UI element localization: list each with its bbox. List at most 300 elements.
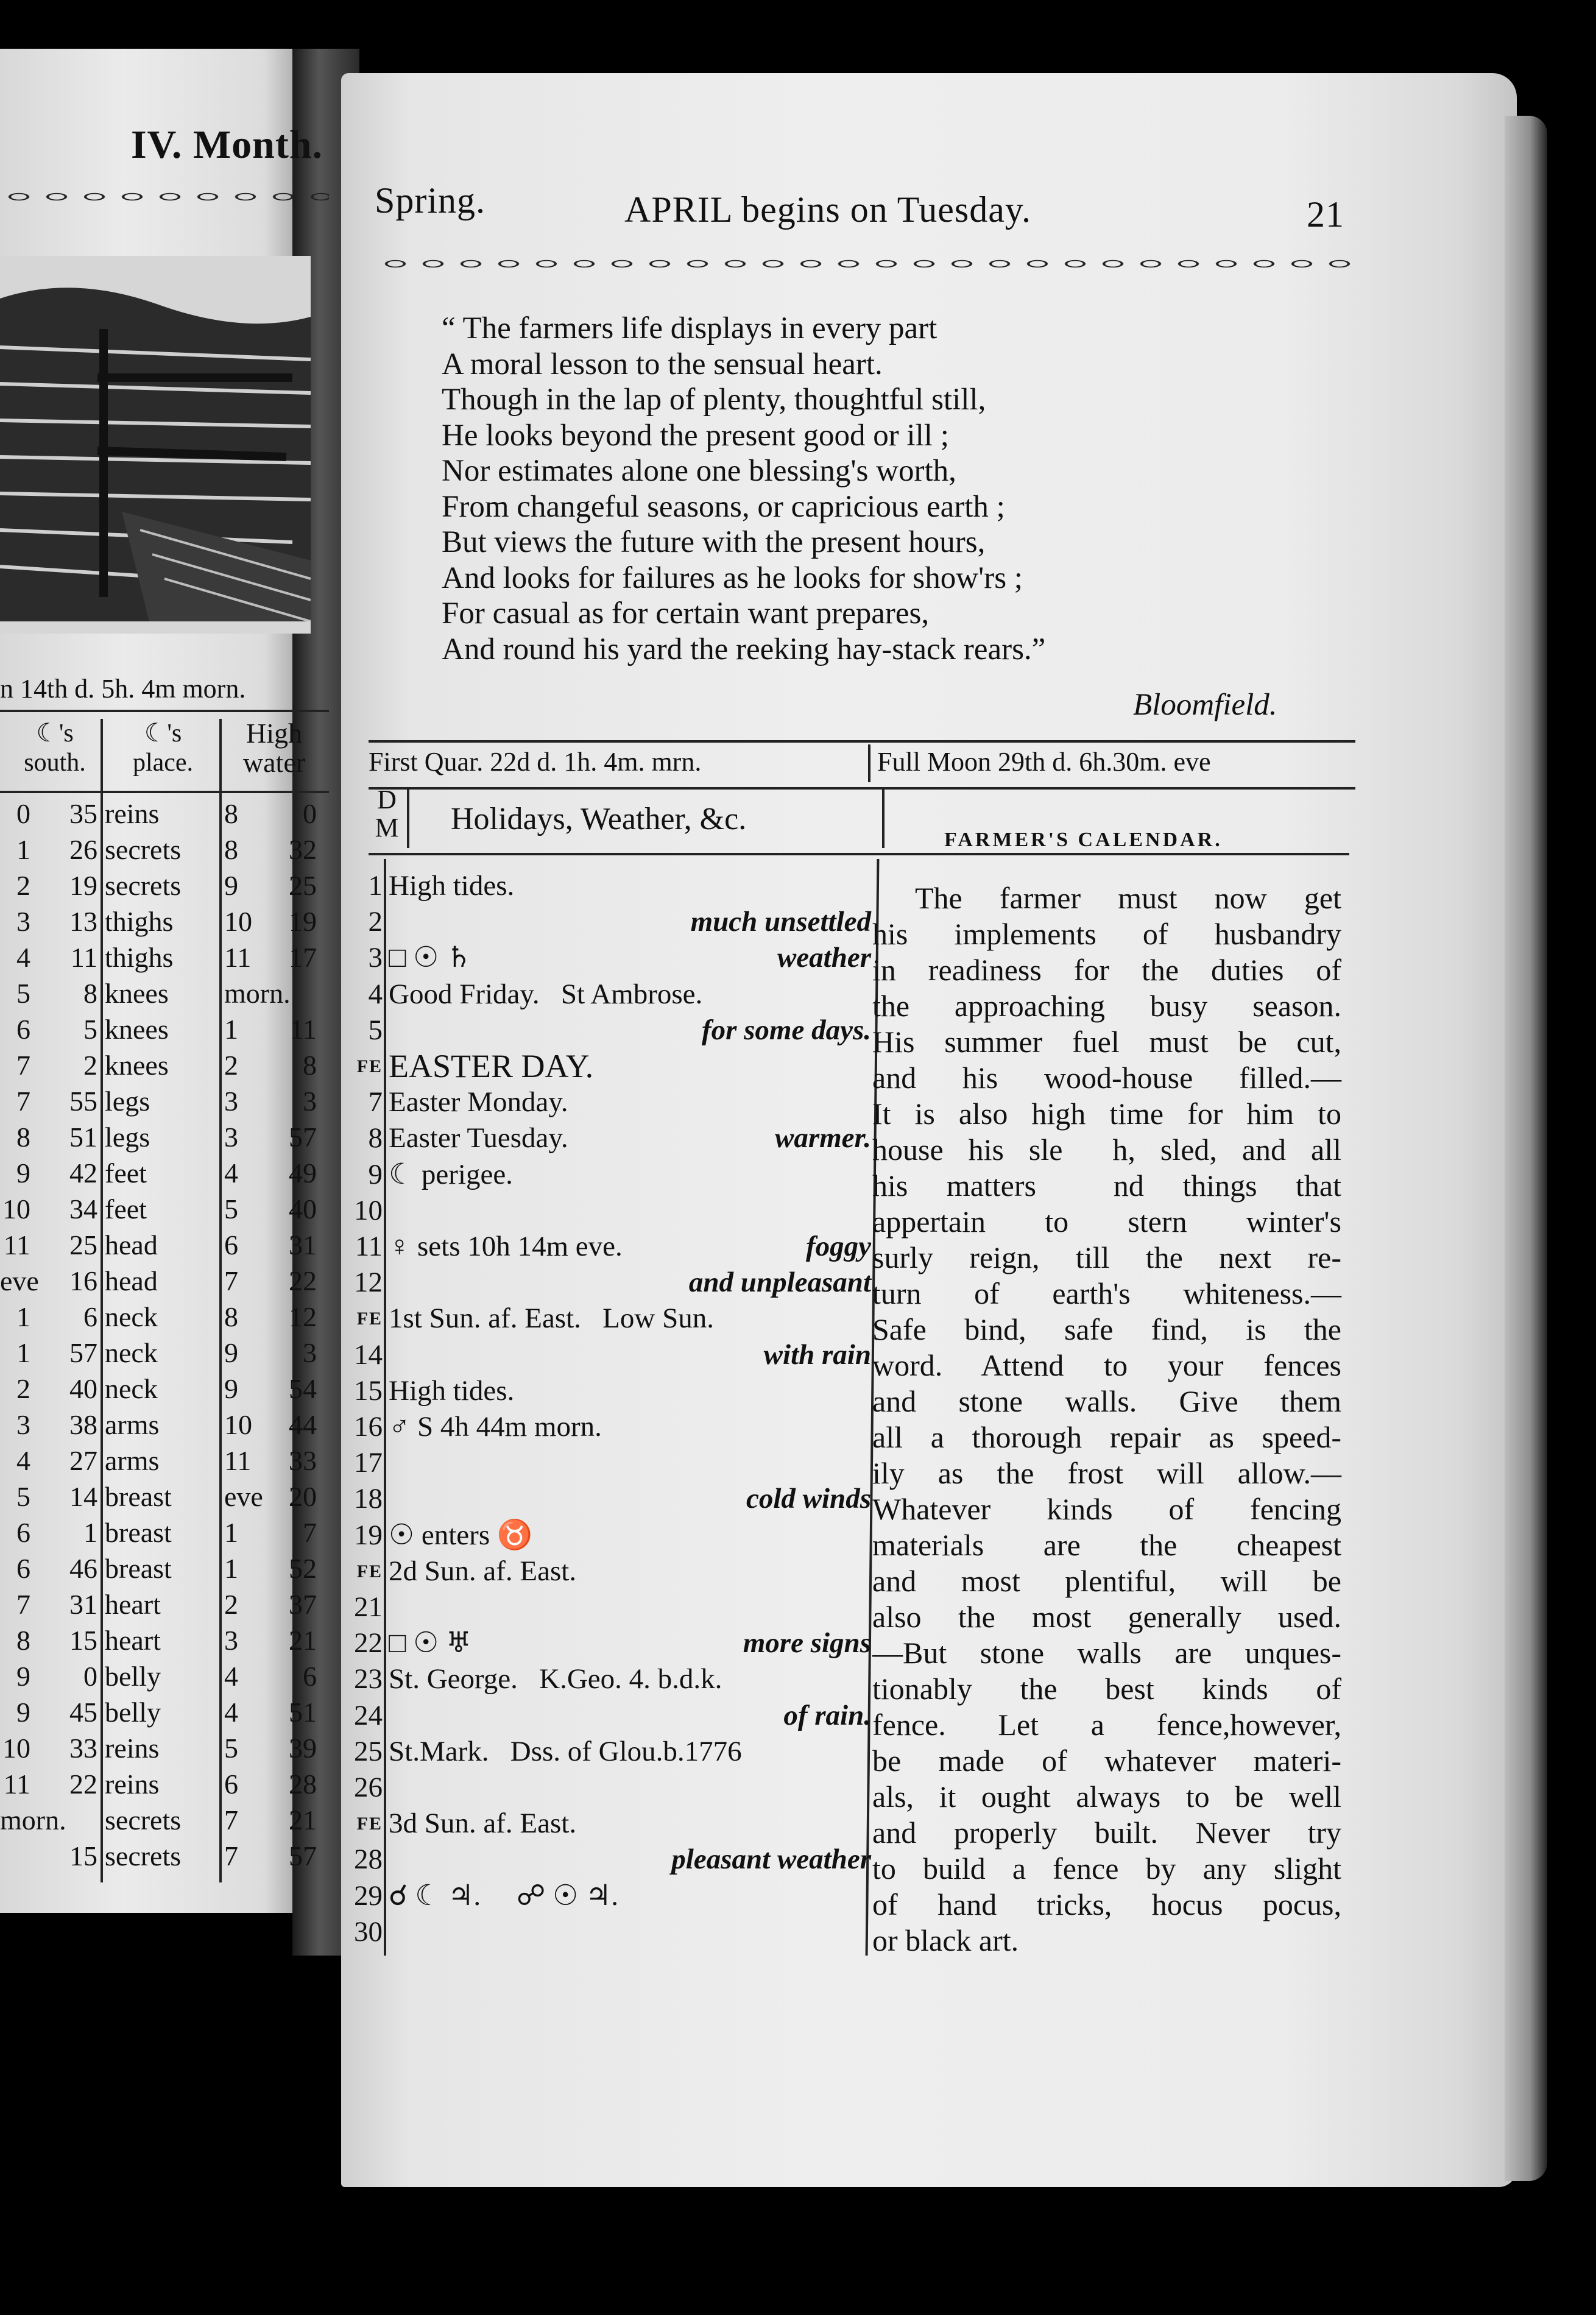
day-number: 8 [368,1122,383,1154]
table-cell: thighs [105,942,174,973]
table-cell: 2 [16,870,30,901]
calendar-text-line: word. Attend to your fences [872,1348,1341,1382]
table-cell: 6 [16,1014,30,1045]
table-cell: belly [105,1661,161,1692]
table-cell: 8 [16,1625,30,1656]
calendar-text-line: —But stone walls are unques- [872,1636,1341,1670]
table-cell: 7 [16,1589,30,1620]
table-cell: 9 [16,1158,30,1189]
day-event: High tides. [389,1374,515,1407]
table-cell: arms [105,1409,160,1440]
weather-note: much unsettled [690,906,871,938]
column-rule [407,787,409,848]
rule [369,853,1349,855]
page-edge [1505,116,1547,2181]
weather-note: more signs [743,1627,871,1659]
calendar-text-line: also the most generally used. [872,1600,1341,1634]
table-row [0,1011,329,1047]
day-event: ☌ ☾ ♃. ☍ ☉ ♃. [389,1879,618,1912]
table-cell: 19 [289,906,317,937]
col-header-line: place. [132,749,194,777]
col-header-line: M [375,813,399,843]
weather-note: foggy [805,1231,871,1262]
table-cell: 0 [303,798,317,829]
table-cell: 16 [69,1265,97,1296]
day-number: 5 [368,1014,383,1046]
table-cell: 39 [289,1733,317,1764]
table-cell: 15 [69,1840,97,1871]
table-cell: 11 [70,942,97,973]
table-row [0,1047,329,1083]
table-cell: heart [105,1589,161,1620]
table-cell: 2 [16,1373,30,1404]
table-cell: 57 [289,1122,317,1153]
calendar-day-row [341,1337,877,1373]
table-cell: 10 [2,1193,30,1225]
poem-line: He looks beyond the present good or ill ; [442,418,949,453]
calendar-text-line: Safe bind, safe find, is the [872,1312,1341,1346]
table-cell: 7 [303,1517,317,1548]
table-cell: 5 [224,1193,238,1225]
page-title: APRIL begins on Tuesday. [624,189,1031,230]
day-number: 15 [354,1374,383,1407]
poem-line: For casual as for certain want prepares, [442,596,930,631]
table-cell: 4 [16,942,30,973]
moon-first-quarter: First Quar. 22d d. 1h. 4m. mrn. [369,747,702,777]
table-cell: 44 [289,1409,317,1440]
table-cell: 8 [83,978,97,1009]
table-cell: 8 [16,1122,30,1153]
table-cell: secrets [105,834,182,865]
day-event: EASTER DAY. [389,1048,594,1084]
table-row [0,939,329,975]
day-number: FE [356,1056,383,1076]
day-number: 2 [368,906,383,938]
page-number: 21 [1307,194,1344,235]
table-row [0,1299,329,1335]
weather-note: warmer. [774,1122,871,1154]
poem [442,311,1045,667]
table-cell: 1 [83,1517,97,1548]
table-row [0,1658,329,1694]
calendar-day-row [341,1734,877,1770]
table-cell: 52 [289,1553,317,1584]
calendar-day-row [341,1625,877,1661]
table-cell: belly [105,1697,161,1728]
table-cell: 15 [69,1625,97,1656]
table-cell: 0 [16,798,30,829]
table-cell: breast [105,1517,172,1548]
day-event: ☉ enters ♉ [389,1519,533,1551]
calendar-day-row [341,1518,877,1553]
calendar-text-line: appertain to stern winter's [872,1204,1341,1239]
table-cell: 3 [16,1409,30,1440]
table-cell: 1 [224,1517,238,1548]
table-row [0,1191,329,1227]
table-cell: 17 [289,942,317,973]
table-row [0,1119,329,1155]
table-cell: 9 [16,1661,30,1692]
table-cell: 9 [224,1373,238,1404]
col-header-line: ☾'s [36,719,74,748]
table-cell: breast [105,1481,172,1512]
table-cell: 40 [69,1373,97,1404]
calendar-text-line: His summer fuel must be cut, [872,1025,1341,1059]
table-cell: 11 [224,942,252,973]
table-cell: 3 [16,906,30,937]
table-cell: morn. [224,978,291,1009]
table-cell: 11 [224,1445,252,1476]
calendar-day-row [341,1878,877,1914]
poem-line: A moral lesson to the sensual heart. [442,347,883,381]
day-event: 2d Sun. af. East. [389,1555,577,1587]
table-row [0,1335,329,1371]
table-cell: secrets [105,870,182,901]
table-cell: reins [105,798,160,829]
table-cell: 7 [16,1050,30,1081]
table-cell: 4 [224,1697,238,1728]
day-number: FE [356,1309,383,1329]
calendar-day-row [341,1661,877,1697]
day-event: 1st Sun. af. East. Low Sun. [389,1302,714,1335]
table-cell: 11 [3,1229,30,1260]
day-event: St.Mark. Dss. of Glou.b.1776 [389,1735,742,1767]
table-cell: 5 [83,1014,97,1045]
table-cell: 6 [303,1661,317,1692]
table-cell: 3 [224,1122,238,1153]
weather-note: of rain. [783,1699,871,1731]
calendar-day-row [341,868,877,904]
calendar-day-row [341,904,877,940]
calendar-day-row [341,1481,877,1517]
table-cell: 12 [289,1301,317,1332]
ornament-rule [376,256,1357,272]
table-cell: thighs [105,906,174,937]
calendar-text-line: and most plentiful, will be [872,1564,1341,1598]
calendar-text-line: house his sle h, sled, and all [872,1133,1341,1167]
rule [0,710,329,712]
table-cell: 4 [16,1445,30,1476]
calendar-day-row [341,1084,877,1120]
table-row [0,1263,329,1299]
table-cell: 6 [16,1517,30,1548]
table-cell: reins [105,1769,160,1800]
table-row [0,796,329,832]
calendar-text-line: and stone walls. Give them [872,1384,1341,1418]
table-cell: 21 [289,1804,317,1836]
table-cell: 14 [69,1481,97,1512]
col-header-farmers-calendar: FARMER'S CALENDAR. [944,829,1223,851]
table-cell: 20 [289,1481,317,1512]
rule [369,740,1355,743]
col-header-line: south. [24,749,86,777]
day-number: 22 [354,1627,383,1659]
farmers-calendar-text [872,880,1341,1959]
table-cell: morn. [0,1804,66,1836]
day-number: FE [356,1561,383,1582]
day-event: Easter Monday. [389,1086,568,1119]
table-cell: breast [105,1553,172,1584]
table-cell: 55 [69,1086,97,1117]
moon-full: Full Moon 29th d. 6h.30m. eve [877,747,1211,777]
rule [0,791,329,793]
table-cell: 25 [289,870,317,901]
day-number: 28 [354,1843,383,1876]
day-number: 16 [354,1411,383,1443]
table-cell: head [105,1229,158,1260]
day-number: 30 [354,1915,383,1948]
calendar-text-line: Whatever kinds of fencing [872,1492,1341,1526]
table-cell: 6 [16,1553,30,1584]
poem-line: “ The farmers life displays in every part [442,311,937,345]
table-cell: 2 [224,1050,238,1081]
table-cell: 2 [224,1589,238,1620]
weather-note: for some days. [701,1014,871,1046]
table-cell: 31 [289,1229,317,1260]
day-number: FE [356,1814,383,1834]
table-cell: 45 [69,1697,97,1728]
calendar-text-line: of hand tricks, hocus pocus, [872,1887,1341,1921]
table-cell: knees [105,1050,169,1081]
calendar-text-line: and his wood-house filled.— [872,1061,1341,1095]
day-number: 24 [354,1699,383,1731]
rule [369,787,1355,790]
day-event: St. George. K.Geo. 4. b.d.k. [389,1663,722,1695]
table-cell: 1 [224,1553,238,1584]
day-number: 3 [368,942,383,974]
calendar-day-row [341,1120,877,1156]
table-cell: knees [105,1014,169,1045]
day-number: 26 [354,1772,383,1803]
table-cell: eve [0,1265,39,1296]
table-row [0,1479,329,1514]
table-cell: secrets [105,1804,182,1836]
table-cell: neck [105,1337,158,1368]
table-cell: 46 [69,1553,97,1584]
day-event: □ ☉ ♄ [389,942,472,974]
calendar-day-row [341,1445,877,1481]
table-row [0,832,329,868]
calendar-text-line: his matters nd things that [872,1168,1341,1203]
col-header-line: ☾'s [144,719,182,748]
weather-note: pleasant weather [671,1843,871,1876]
ornament-rule [0,189,329,205]
calendar-day-row [341,1373,877,1409]
day-event: ♂ S 4h 44m morn. [389,1411,602,1443]
table-row [0,1838,329,1874]
day-number: 14 [354,1338,383,1371]
table-row [0,1550,329,1586]
table-cell: 51 [69,1122,97,1153]
calendar-day-row [341,1553,877,1589]
table-row [0,1514,329,1550]
table-cell: legs [105,1086,150,1117]
table-cell: 31 [69,1589,97,1620]
table-cell: 11 [3,1769,30,1800]
table-cell: 8 [303,1050,317,1081]
weather-note: with rain [763,1338,871,1371]
column-rule [868,744,870,782]
day-number: 19 [354,1519,383,1551]
table-cell: 34 [69,1193,97,1225]
calendar-day-row [341,1698,877,1734]
day-number: 25 [354,1735,383,1767]
day-event: Easter Tuesday. [389,1122,568,1154]
table-cell: eve [224,1481,263,1512]
day-number: 11 [355,1231,383,1262]
calendar-day-row [341,1048,877,1084]
weather-note: and unpleasant [688,1267,871,1299]
left-page-header: IV. Month. [131,122,323,167]
woodcut-illustration [0,256,311,634]
poem-author: Bloomfield. [1133,688,1277,722]
col-header-day [369,786,405,842]
table-cell: 3 [224,1086,238,1117]
calendar-day-row [341,1301,877,1337]
day-number: 23 [354,1663,383,1695]
table-cell: 40 [289,1193,317,1225]
calendar-day-row [341,1914,877,1950]
col-header-holidays: Holidays, Weather, &c. [451,802,747,836]
col-header-moon-south [6,719,104,777]
table-cell: 6 [224,1229,238,1260]
table-cell: 4 [224,1661,238,1692]
table-cell: 21 [289,1625,317,1656]
day-event: ♀ sets 10h 14m eve. [389,1231,623,1262]
table-row [0,1730,329,1766]
calendar-text-line: and properly built. Never try [872,1815,1341,1850]
table-cell: 13 [69,906,97,937]
table-cell: 19 [69,870,97,901]
table-cell: 8 [224,1301,238,1332]
day-event: □ ☉ ♅ [389,1627,472,1659]
calendar-day-row [341,1193,877,1229]
calendar-text-line: turn of earth's whiteness.— [872,1276,1341,1310]
calendar-day-row [341,1013,877,1048]
table-cell: 33 [289,1445,317,1476]
table-cell: feet [105,1193,147,1225]
table-cell: 57 [289,1840,317,1871]
table-cell: feet [105,1158,147,1189]
calendar-text-line: in readiness for the duties of [872,953,1341,987]
day-number: 17 [354,1447,383,1479]
day-number: 21 [354,1591,383,1623]
season-label: Spring. [375,180,486,221]
calendar-text-line: surly reign, till the next re- [872,1240,1341,1274]
table-cell: knees [105,978,169,1009]
table-cell: 8 [224,798,238,829]
calendar-text-line: to build a fence by any slight [872,1851,1341,1886]
table-row [0,1371,329,1407]
table-cell: 1 [16,1301,30,1332]
table-cell: 5 [16,978,30,1009]
table-cell: 22 [289,1265,317,1296]
table-cell: 0 [83,1661,97,1692]
calendar-day-row [341,1589,877,1625]
poem-line: Nor estimates alone one blessing's worth, [442,454,956,488]
day-number: 12 [354,1267,383,1299]
table-cell: 7 [16,1086,30,1117]
table-cell: 51 [289,1697,317,1728]
table-cell: reins [105,1733,160,1764]
calendar-text-line: ily as the frost will allow.— [872,1456,1341,1490]
table-cell: 37 [289,1589,317,1620]
calendar-day-row [341,1409,877,1445]
calendar-text-line: als, it ought always to be well [872,1780,1341,1814]
weather-note: cold winds [746,1483,871,1515]
calendar-text-line: be made of whatever materi- [872,1744,1341,1778]
table-cell: legs [105,1122,150,1153]
table-cell: 7 [224,1804,238,1836]
table-cell: secrets [105,1840,182,1871]
calendar-day-row [341,940,877,976]
table-row [0,1766,329,1802]
table-cell: 1 [16,834,30,865]
day-number: 18 [354,1483,383,1515]
table-cell: 5 [16,1481,30,1512]
day-event: ☾ perigee. [389,1158,513,1190]
table-cell: 2 [83,1050,97,1081]
table-cell: 27 [69,1445,97,1476]
table-row [0,1622,329,1658]
poem-line: But views the future with the present hours, [442,525,986,559]
calendar-text-line: It is also high time for him to [872,1097,1341,1131]
table-cell: 3 [224,1625,238,1656]
table-cell: 28 [289,1769,317,1800]
table-cell: 26 [69,834,97,865]
col-header-line: D [377,785,397,815]
table-cell: 25 [69,1229,97,1260]
table-cell: 32 [289,834,317,865]
table-cell: head [105,1265,158,1296]
calendar-day-row [341,1842,877,1878]
day-number: 1 [368,870,383,902]
poem-line: And round his yard the reeking hay-stack rears.” [442,632,1046,666]
poem-line: From changeful seasons, or capricious earth ; [442,489,1005,524]
calendar-text-line: all a thorough repair as speed- [872,1420,1341,1454]
table-row [0,868,329,903]
calendar-text-line: the approaching busy season. [872,989,1341,1023]
table-cell: 35 [69,798,97,829]
day-event: 3d Sun. af. East. [389,1808,577,1840]
calendar-text-line: The farmer must now get [915,881,1341,915]
table-cell: neck [105,1301,158,1332]
poem-line: And looks for failures as he looks for show'rs ; [442,560,1023,595]
table-cell: 10 [2,1733,30,1764]
calendar-day-row [341,1770,877,1806]
table-cell: 42 [69,1158,97,1189]
table-cell: 4 [224,1158,238,1189]
table-cell: 49 [289,1158,317,1189]
table-cell: 6 [83,1301,97,1332]
calendar-text-line: tionably the best kinds of [872,1672,1341,1706]
table-cell: 33 [69,1733,97,1764]
table-row [0,1227,329,1263]
calendar-day-row [341,1265,877,1301]
table-row [0,1155,329,1191]
day-number: 4 [368,978,383,1010]
table-cell: 10 [224,906,252,937]
table-cell: 22 [69,1769,97,1800]
table-row [0,1443,329,1479]
table-cell: 6 [224,1769,238,1800]
table-row [0,1586,329,1622]
table-row [0,1407,329,1443]
table-cell: neck [105,1373,158,1404]
table-cell: heart [105,1625,161,1656]
calendar-text-line: materials are the cheapest [872,1528,1341,1562]
col-header-moon-place [107,719,219,777]
